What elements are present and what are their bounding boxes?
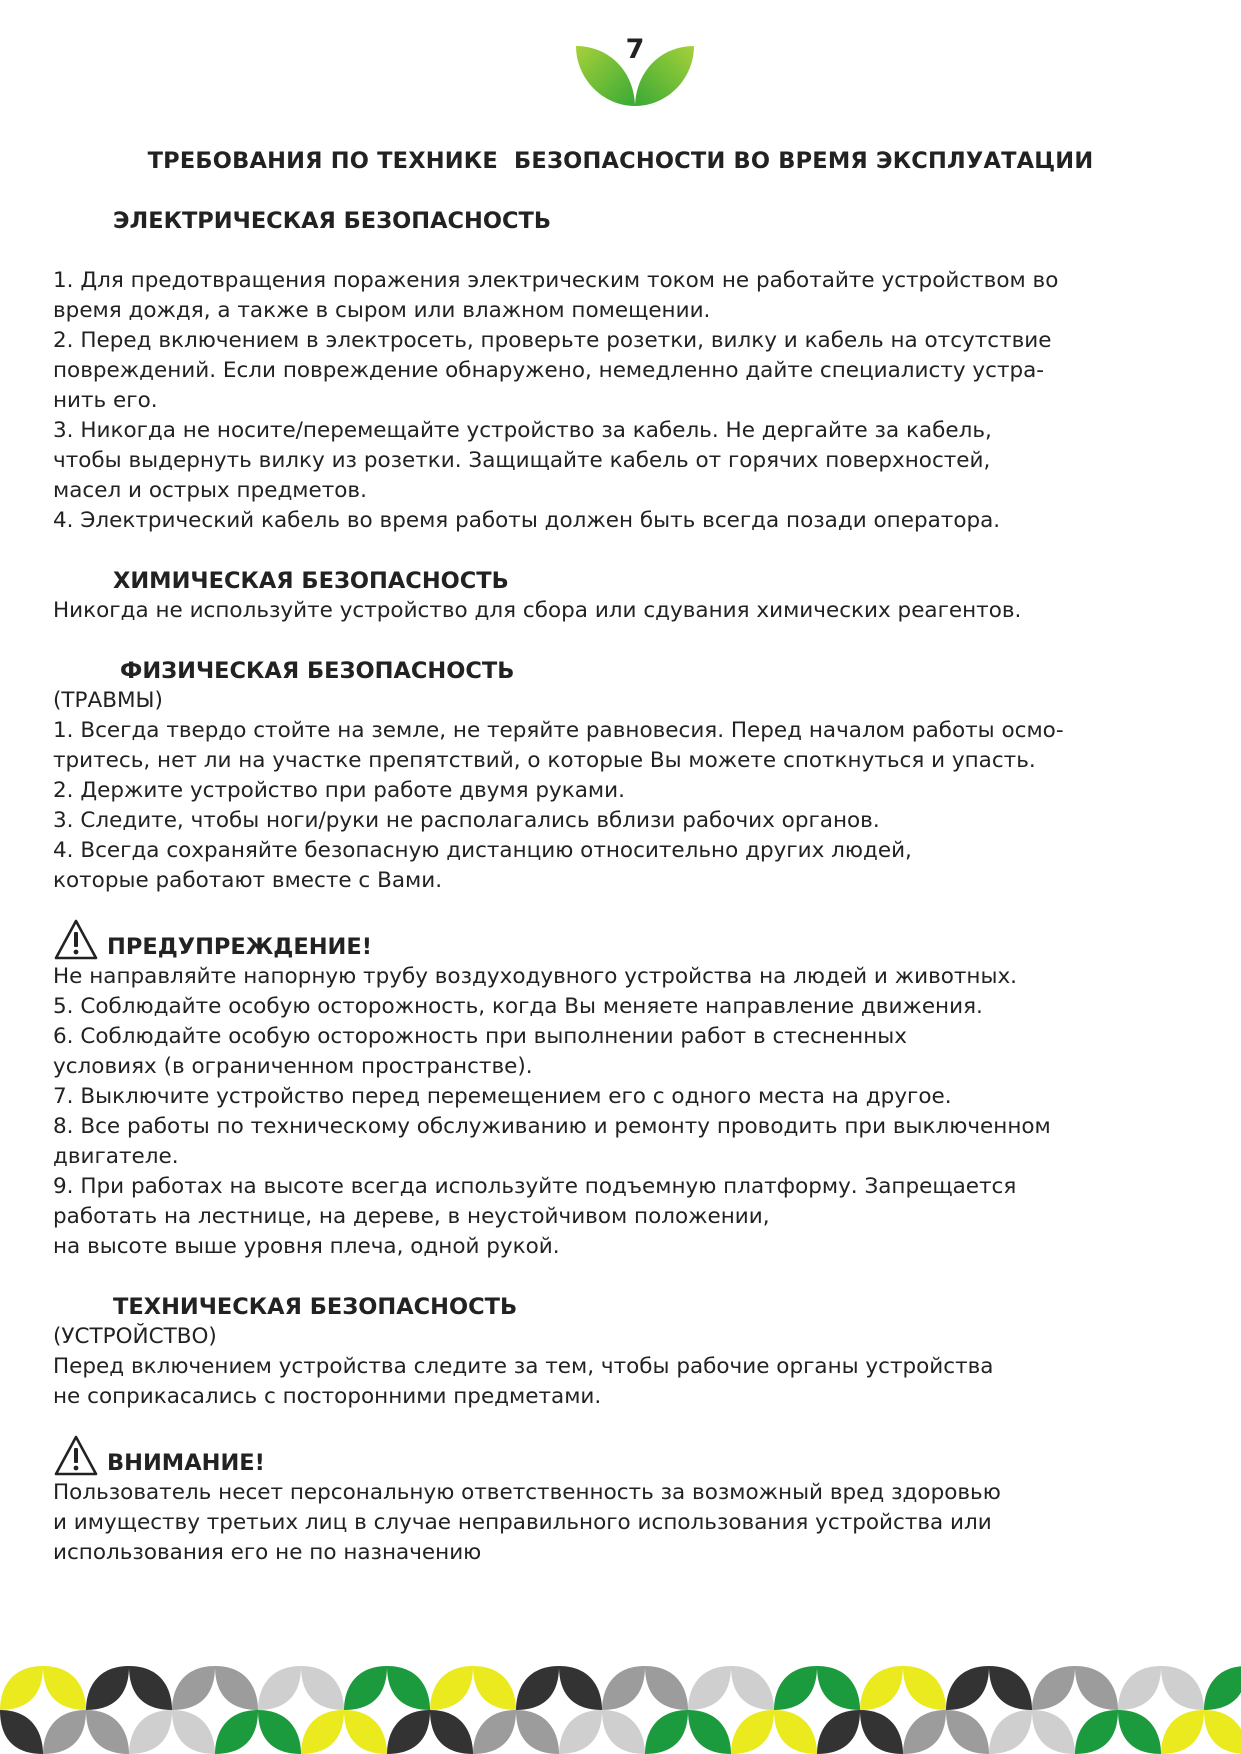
pattern-petal [387,1666,430,1710]
warning-line: 8. Все работы по техническому обслуживанию и ремонту проводить при выключенном [53,1114,1051,1139]
pattern-petal [1032,1710,1075,1754]
pattern-petal [946,1666,989,1710]
physical-line: 3. Следите, чтобы ноги/руки не располагались вблизи рабочих органов. [53,808,880,833]
electrical-line: время дождя, а также в сыром или влажном помещении. [53,298,711,323]
physical-safety-heading: ФИЗИЧЕСКАЯ БЕЗОПАСНОСТЬ [120,658,515,684]
pattern-petal [86,1710,129,1754]
pattern-petal [516,1666,559,1710]
pattern-petal [731,1710,774,1754]
document-body [53,206,1203,1568]
pattern-petal [1161,1666,1204,1710]
technical-line: не соприкасались с посторонними предметами. [53,1384,602,1409]
pattern-petal [860,1666,903,1710]
electrical-line: нить его. [53,388,158,413]
electrical-line: масел и острых предметов. [53,478,367,503]
electrical-line: чтобы выдернуть вилку из розетки. Защищайте кабель от горячих поверхностей, [53,448,991,473]
pattern-petal [645,1710,688,1754]
electrical-line: 4. Электрический кабель во время работы должен быть всегда позади оператора. [53,508,1001,533]
pattern-petal [473,1710,516,1754]
warning-triangle-icon [53,918,99,962]
technical-subtitle: (УСТРОЙСТВО) [53,1324,217,1349]
pattern-petal [129,1710,172,1754]
physical-line: 1. Всегда твердо стойте на земле, не теряйте равновесия. Перед началом работы осмо- [53,718,1064,743]
warning-line: работать на лестнице, на дереве, в неустойчивом положении, [53,1204,770,1229]
pattern-petal [473,1666,516,1710]
pattern-petal [215,1666,258,1710]
technical-safety-heading: ТЕХНИЧЕСКАЯ БЕЗОПАСНОСТЬ [113,1294,518,1320]
technical-line: Перед включением устройства следите за тем, чтобы рабочие органы устройства [53,1354,994,1379]
pattern-petal [903,1666,946,1710]
warning-heading: ПРЕДУПРЕЖДЕНИЕ! [107,934,373,960]
pattern-petal [602,1666,645,1710]
pattern-petal [0,1710,43,1754]
pattern-petal [774,1666,817,1710]
chemical-line: Никогда не используйте устройство для сбора или сдувания химических реагентов. [53,598,1022,623]
pattern-petal [86,1666,129,1710]
decorative-leaf-pattern [0,1666,1241,1754]
pattern-petal [1118,1710,1161,1754]
pattern-petal [602,1710,645,1754]
physical-line: которые работают вместе с Вами. [53,868,443,893]
warning-line: 7. Выключите устройство перед перемещением его с одного места на другое. [53,1084,952,1109]
attention-line: и имуществу третьих лиц в случае неправильного использования устройства или [53,1510,992,1535]
pattern-petal [387,1710,430,1754]
electrical-line: 1. Для предотвращения поражения электрическим током не работайте устройством во [53,268,1059,293]
physical-line: 4. Всегда сохраняйте безопасную дистанцию относительно других людей, [53,838,912,863]
warning-line: 6. Соблюдайте особую осторожность при выполнении работ в стесненных [53,1024,907,1049]
attention-line: Пользователь несет персональную ответственность за возможный вред здоровью [53,1480,1001,1505]
pattern-petal [129,1666,172,1710]
warning-line: 9. При работах на высоте всегда используйте подъемную платформу. Запрещается [53,1174,1017,1199]
warning-line: Не направляйте напорную трубу воздуходувного устройства на людей и животных. [53,964,1018,989]
electrical-line: повреждений. Если повреждение обнаружено, немедленно дайте специалисту устра- [53,358,1045,383]
pattern-petal [903,1710,946,1754]
physical-line: тритесь, нет ли на участке препятствий, о которые Вы можете споткнуться и упасть. [53,748,1036,773]
warning-line: условиях (в ограниченном пространстве). [53,1054,533,1079]
pattern-petal [344,1710,387,1754]
pattern-petal [1161,1710,1204,1754]
pattern-petal [559,1710,602,1754]
warning-triangle-icon [53,1434,99,1478]
chemical-safety-heading: ХИМИЧЕСКАЯ БЕЗОПАСНОСТЬ [113,568,509,594]
pattern-petal [645,1666,688,1710]
electrical-safety-heading: ЭЛЕКТРИЧЕСКАЯ БЕЗОПАСНОСТЬ [113,208,552,234]
pattern-petal [1118,1666,1161,1710]
pattern-petal [430,1710,473,1754]
warning-line: на высоте выше уровня плеча, одной рукой. [53,1234,560,1259]
pattern-petal [1075,1666,1118,1710]
pattern-petal [817,1666,860,1710]
pattern-petal [989,1666,1032,1710]
pattern-petal [301,1710,344,1754]
pattern-petal [989,1710,1032,1754]
attention-heading-row [53,1432,1203,1478]
pattern-petal [43,1710,86,1754]
pattern-petal [860,1710,903,1754]
physical-line: 2. Держите устройство при работе двумя руками. [53,778,625,803]
pattern-petal [731,1666,774,1710]
pattern-petal [258,1666,301,1710]
pattern-petal [215,1710,258,1754]
pattern-petal [43,1666,86,1710]
pattern-petal [1032,1666,1075,1710]
warning-line: двигателе. [53,1144,179,1169]
pattern-petal [516,1710,559,1754]
pattern-petal [688,1710,731,1754]
pattern-petal [559,1666,602,1710]
pattern-petal [172,1666,215,1710]
pattern-petal [301,1666,344,1710]
pattern-petal [946,1710,989,1754]
page-number: 7 [625,34,645,65]
pattern-petal [1204,1666,1241,1710]
pattern-petal [430,1666,473,1710]
warning-line: 5. Соблюдайте особую осторожность, когда Вы меняете направление движения. [53,994,983,1019]
pattern-petal [258,1710,301,1754]
electrical-line: 3. Никогда не носите/перемещайте устройство за кабель. Не дергайте за кабель, [53,418,992,443]
attention-line: использования его не по назначению [53,1540,482,1565]
warning-heading-row [53,916,1203,962]
physical-subtitle: (ТРАВМЫ) [53,688,163,713]
electrical-line: 2. Перед включением в электросеть, проверьте розетки, вилку и кабель на отсутствие [53,328,1052,353]
pattern-petal [172,1710,215,1754]
pattern-petal [1075,1710,1118,1754]
pattern-petal [1204,1710,1241,1754]
pattern-petal [774,1710,817,1754]
pattern-petal [817,1710,860,1754]
page-title: ТРЕБОВАНИЯ ПО ТЕХНИКЕ БЕЗОПАСНОСТИ ВО ВРЕМЯ ЭКСПЛУАТАЦИИ [147,148,1094,174]
attention-heading: ВНИМАНИЕ! [107,1450,265,1476]
pattern-petal [344,1666,387,1710]
pattern-petal [0,1666,43,1710]
pattern-petal [688,1666,731,1710]
